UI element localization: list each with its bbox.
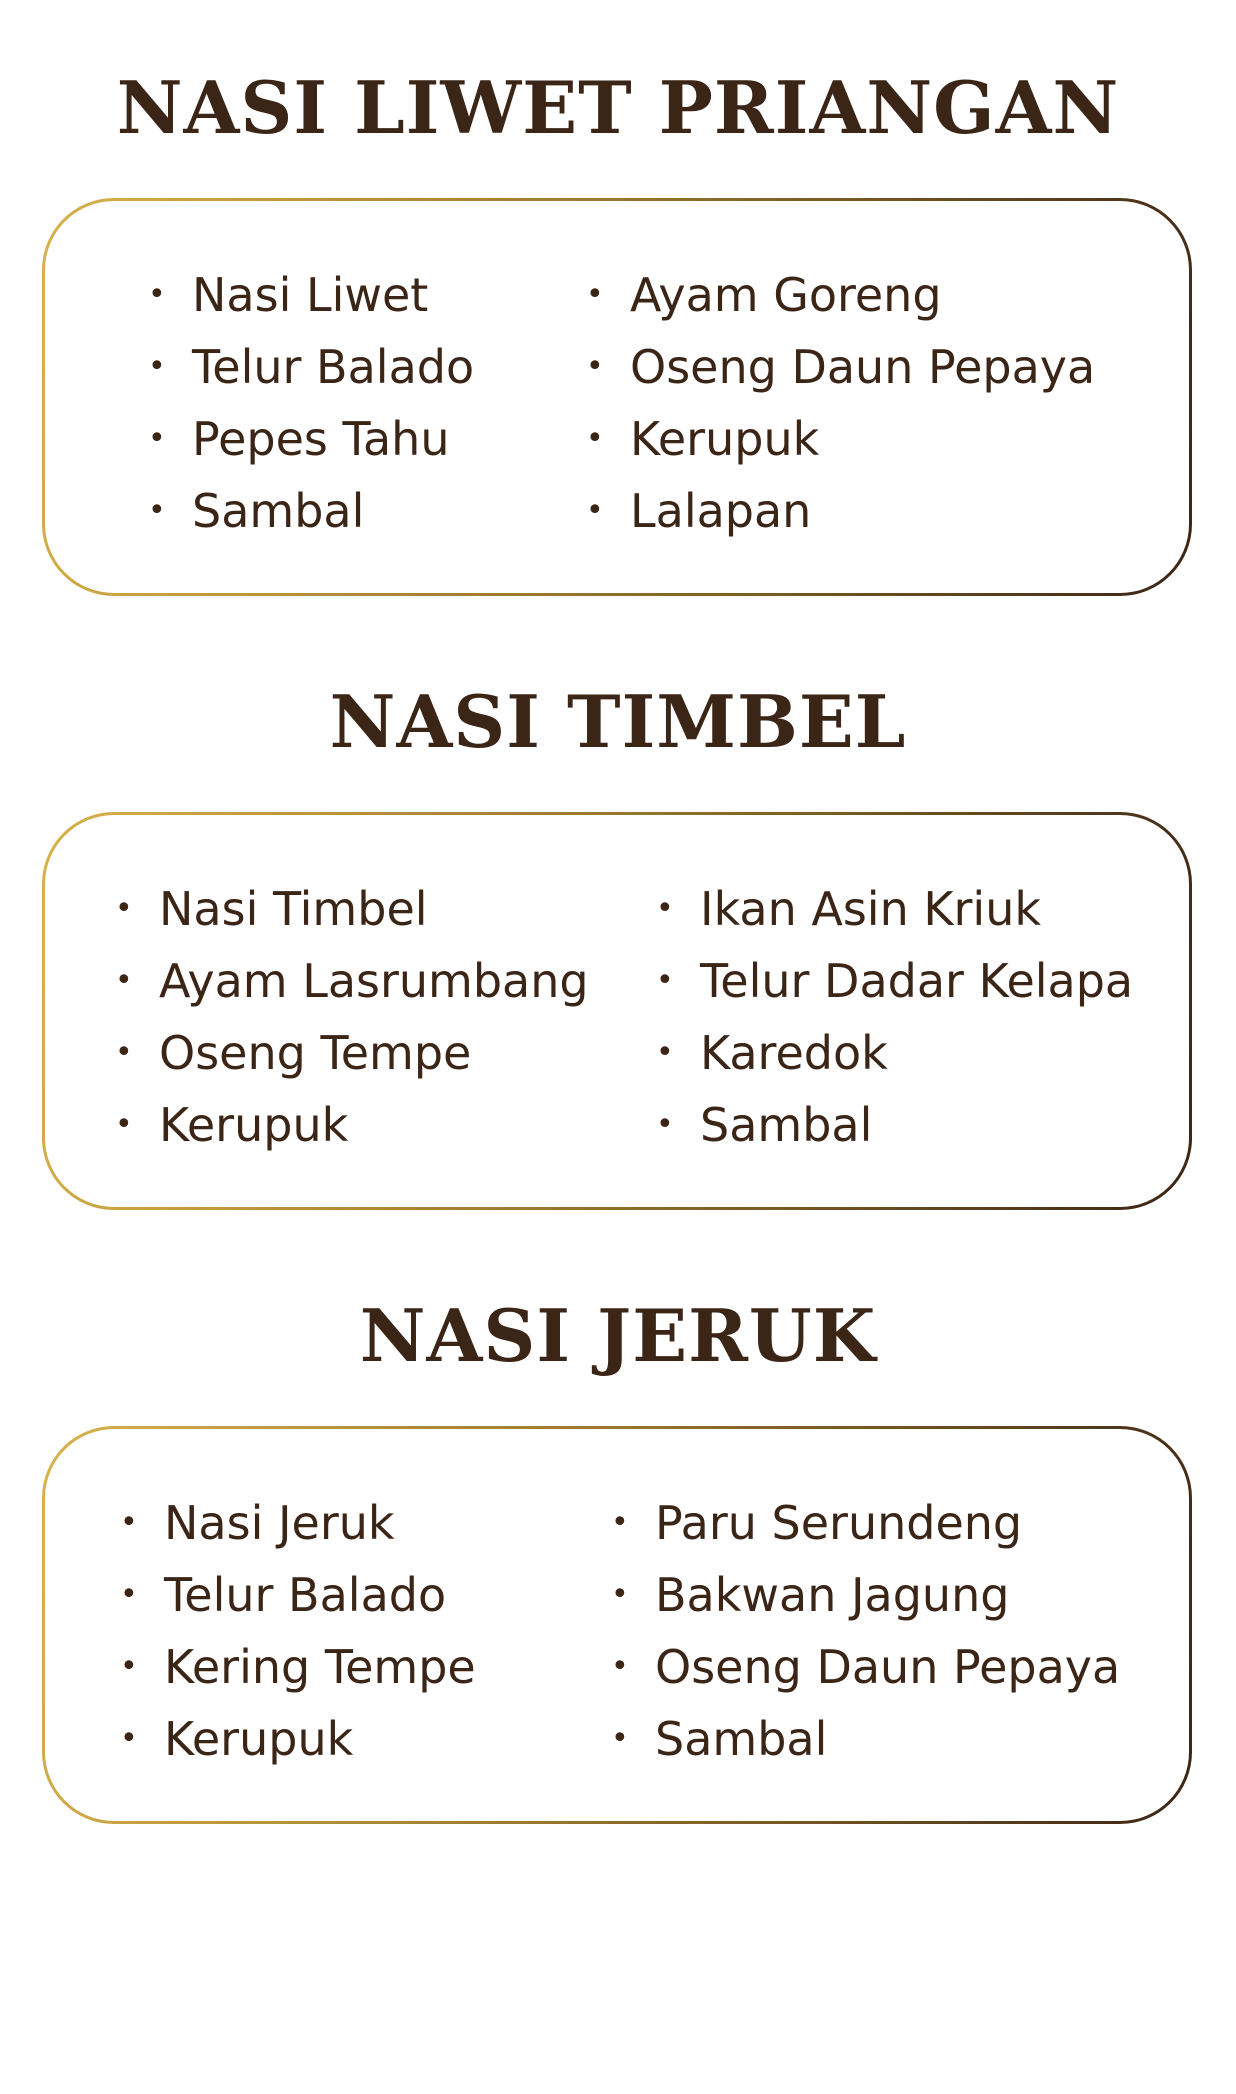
list-item — [611, 1631, 1121, 1703]
bullet-icon: • — [115, 891, 133, 926]
bullet-icon: • — [148, 421, 166, 456]
menu-item-label: Nasi Jeruk — [164, 1496, 395, 1550]
menu-list-right — [656, 873, 1134, 1161]
list-item — [656, 945, 1134, 1017]
bullet-icon: • — [611, 1649, 629, 1684]
menu-item-label: Oseng Daun Pepaya — [630, 340, 1096, 394]
menu-item-label: Telur Balado — [164, 1568, 447, 1622]
menu-item-label: Paru Serundeng — [655, 1496, 1023, 1550]
list-item — [148, 259, 474, 331]
bullet-icon: • — [115, 963, 133, 998]
menu-item-label: Ayam Goreng — [630, 268, 942, 322]
section-title-nasi-timbel: NASI TIMBEL — [329, 679, 907, 764]
bullet-icon: • — [656, 1107, 674, 1142]
list-item — [120, 1487, 476, 1559]
bullet-icon: • — [115, 1107, 133, 1142]
bullet-icon: • — [148, 277, 166, 312]
bullet-icon: • — [656, 1035, 674, 1070]
menu-item-label: Karedok — [700, 1026, 888, 1080]
list-item — [656, 873, 1133, 945]
menu-item-label: Lalapan — [630, 484, 812, 538]
bullet-icon: • — [586, 421, 604, 456]
menu-item-label: Telur Balado — [192, 340, 475, 394]
bullet-icon: • — [120, 1649, 138, 1684]
bullet-icon: • — [656, 891, 674, 926]
list-item — [656, 1089, 1133, 1161]
menu-card-nasi-timbel — [42, 812, 1192, 1210]
list-item — [656, 1017, 1133, 1089]
bullet-icon: • — [120, 1721, 138, 1756]
menu-item-label: Bakwan Jagung — [655, 1568, 1010, 1622]
list-item — [115, 1089, 589, 1161]
list-item — [586, 331, 1096, 403]
bullet-icon: • — [148, 493, 166, 528]
menu-item-label: Sambal — [192, 484, 365, 538]
menu-list-left — [148, 259, 475, 547]
bullet-icon: • — [611, 1505, 629, 1540]
list-item — [115, 873, 589, 945]
menu-item-label: Nasi Timbel — [159, 882, 428, 936]
bullet-icon: • — [611, 1721, 629, 1756]
bullet-icon: • — [148, 349, 166, 384]
bullet-icon: • — [586, 349, 604, 384]
menu-item-label: Nasi Liwet — [192, 268, 429, 322]
menu-item-label: Telur Dadar Kelapa — [700, 954, 1134, 1008]
list-item — [148, 331, 475, 403]
menu-item-label: Sambal — [700, 1098, 873, 1152]
list-item — [148, 403, 474, 475]
menu-item-label: Oseng Daun Pepaya — [655, 1640, 1121, 1694]
list-item — [586, 259, 1095, 331]
bullet-icon: • — [611, 1577, 629, 1612]
list-item — [148, 475, 474, 547]
menu-item-label: Kerupuk — [630, 412, 820, 466]
menu-item-label: Kering Tempe — [164, 1640, 476, 1694]
menu-list-left — [120, 1487, 476, 1775]
list-item — [586, 403, 1095, 475]
section-title-nasi-jeruk: NASI JERUK — [359, 1293, 877, 1378]
list-item — [586, 475, 1095, 547]
list-item — [120, 1703, 476, 1775]
menu-item-label: Kerupuk — [164, 1712, 354, 1766]
list-item — [115, 945, 589, 1017]
menu-item-label: Sambal — [655, 1712, 828, 1766]
menu-item-label: Ikan Asin Kriuk — [700, 882, 1042, 936]
section-title-nasi-liwet-priangan: NASI LIWET PRIANGAN — [116, 65, 1120, 150]
menu-item-label: Pepes Tahu — [192, 412, 450, 466]
bullet-icon: • — [586, 277, 604, 312]
menu-item-label: Oseng Tempe — [159, 1026, 472, 1080]
bullet-icon: • — [656, 963, 674, 998]
bullet-icon: • — [120, 1577, 138, 1612]
list-item — [611, 1703, 1120, 1775]
bullet-icon: • — [586, 493, 604, 528]
list-item — [120, 1559, 476, 1631]
list-item — [611, 1559, 1120, 1631]
list-item — [115, 1017, 589, 1089]
bullet-icon: • — [120, 1505, 138, 1540]
list-item — [611, 1487, 1120, 1559]
menu-item-label: Ayam Lasrumbang — [159, 954, 589, 1008]
menu-card-nasi-liwet-priangan — [42, 198, 1192, 596]
menu-list-right — [611, 1487, 1121, 1775]
list-item — [120, 1631, 476, 1703]
menu-card-nasi-jeruk — [42, 1426, 1192, 1824]
menu-list-right — [586, 259, 1096, 547]
menu-list-left — [115, 873, 589, 1161]
menu-item-label: Kerupuk — [159, 1098, 349, 1152]
bullet-icon: • — [115, 1035, 133, 1070]
